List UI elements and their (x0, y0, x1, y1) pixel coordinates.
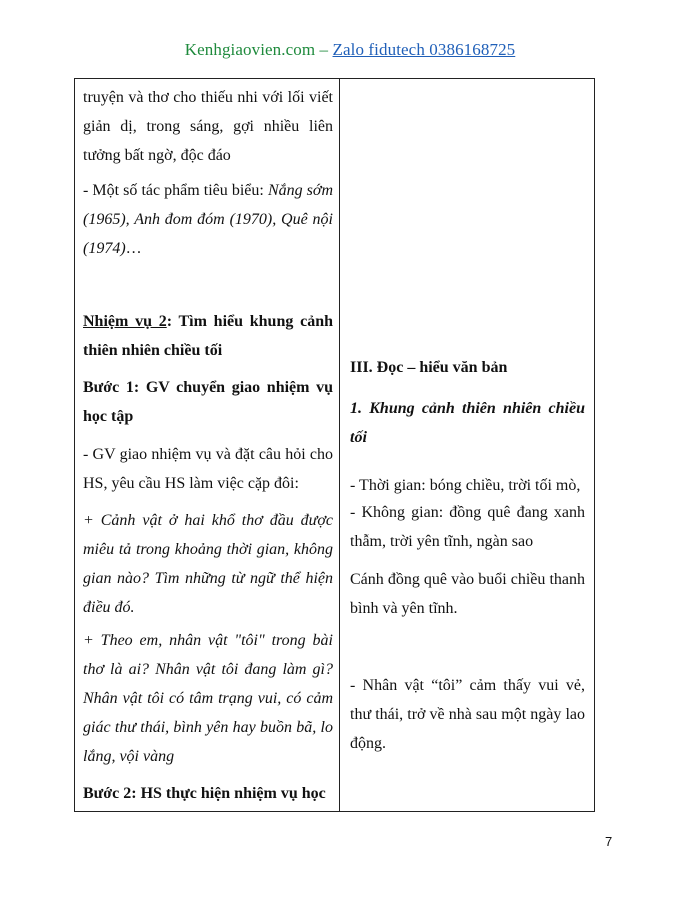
section-title: III. Đọc – hiểu văn bản (350, 359, 508, 376)
works-prefix: - Một số tác phẩm tiêu biểu: (83, 182, 268, 199)
page-number: 7 (605, 834, 613, 849)
author-intro-text: truyện và thơ cho thiếu nhi với lối viết giản dị, trong sáng, gợi nhiều liên tưởng bất ngờ, độc đáo (83, 89, 333, 164)
works-suffix: … (125, 240, 142, 257)
task-2-heading (83, 307, 333, 365)
content-column (340, 79, 594, 811)
question-1: + Cảnh vật ở hai khổ thơ đầu được miêu tả trong khoảng thời gian, không gian nào? Tìm những từ ngữ thể hiện điều đó. (83, 512, 333, 616)
task-label: Nhiệm vụ 2 (83, 313, 167, 330)
subsection-title: 1. Khung cảnh thiên nhiên chiều tối (350, 400, 585, 446)
question-2: + Theo em, nhân vật "tôi" trong bài thơ là ai? Nhân vật tôi đang làm gì? Nhân vật tôi có tâm trạng vui, có cảm giác thư thái, bình yên hay buồn bã, lo lắng, vội vàng (83, 632, 333, 765)
space-text: - Không gian: đồng quê đang xanh thẫm, trời yên tĩnh, ngàn sao (350, 504, 585, 550)
header-separator: – (315, 40, 333, 59)
header-site[interactable]: Kenhgiaovien.com (184, 40, 316, 59)
task-title: : Tìm hiểu khung cảnh thiên nhiên chiều tối (83, 313, 333, 359)
page-header (0, 40, 700, 60)
activity-column (75, 79, 340, 811)
conclusion-body: Cánh đồng quê vào buổi chiều thanh bình và yên tĩnh. (350, 571, 585, 617)
time-text: - Thời gian: bóng chiều, trời tối mò, (350, 477, 581, 494)
conclusion-text (350, 565, 585, 623)
header-contact-link[interactable]: Zalo fidutech 0386168725 (332, 40, 516, 59)
character-text: - Nhân vật “tôi” cảm thấy vui vẻ, thư thái, trở về nhà sau một ngày lao động. (350, 677, 585, 752)
step-2-heading: Bước 2: HS thực hiện nhiệm vụ học (83, 785, 326, 802)
step-1-heading: Bước 1: GV chuyển giao nhiệm vụ học tập (83, 379, 333, 425)
works-titles: Nắng sớm (1965), Anh đom đóm (1970), Quê nội (1974) (83, 182, 334, 257)
notable-works-text (83, 176, 333, 263)
lesson-table (74, 78, 595, 812)
teacher-instruction: - GV giao nhiệm vụ và đặt câu hỏi cho HS, yêu cầu HS làm việc cặp đôi: (83, 446, 333, 492)
